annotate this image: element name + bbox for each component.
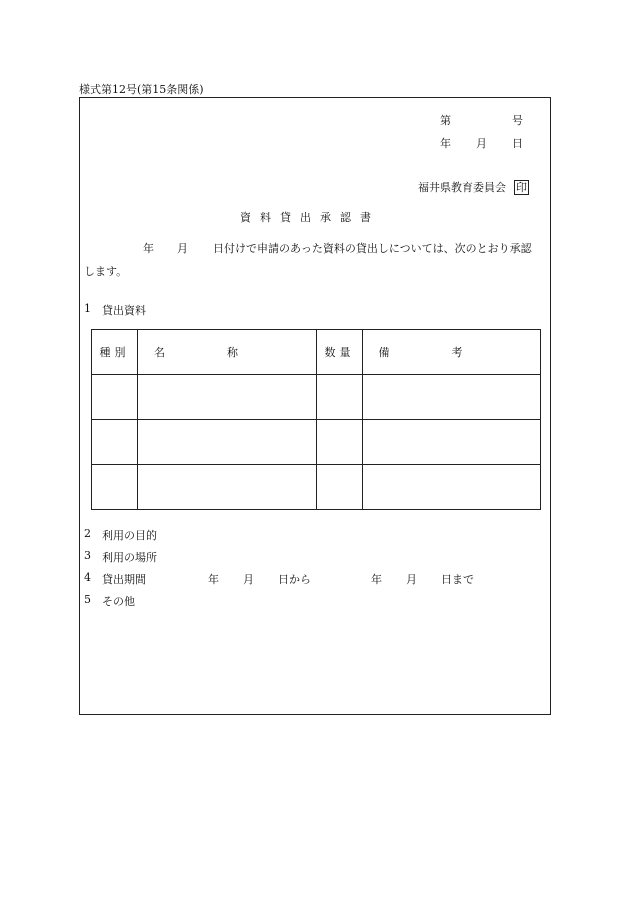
loan-materials-table [91, 329, 541, 510]
period-month-from: 月 [243, 573, 254, 586]
section1-label: 貸出資料 [102, 304, 146, 317]
number-suffix: 号 [512, 114, 523, 127]
form-number-label: 様式第12号(第15条関係) [79, 83, 204, 96]
body-line1: 日付けで申請のあった資料の貸出しについては、次のとおり承認 [213, 242, 532, 255]
seal-mark: 印 [516, 181, 527, 194]
date-day: 日 [512, 137, 523, 150]
cell-type [92, 465, 138, 510]
body-line2: します。 [84, 265, 128, 278]
body-month: 月 [177, 242, 188, 255]
header-name: 名称 [138, 330, 317, 375]
item5-number: 5 [84, 593, 91, 606]
cell-remarks [363, 465, 541, 510]
item2-label: 利用の目的 [102, 529, 157, 542]
item4-number: 4 [84, 571, 91, 584]
period-month-to: 月 [406, 573, 417, 586]
item4-label: 貸出期間 [102, 573, 146, 586]
table-header-row [92, 330, 541, 375]
cell-name [138, 465, 317, 510]
header-remarks: 備考 [363, 330, 541, 375]
table-row [92, 375, 541, 420]
item3-label: 利用の場所 [102, 551, 157, 564]
item3-number: 3 [84, 549, 91, 562]
number-prefix: 第 [440, 114, 451, 127]
header-quantity: 数量 [317, 330, 363, 375]
item5-label: その他 [102, 595, 135, 608]
table-row [92, 420, 541, 465]
cell-name [138, 375, 317, 420]
cell-name [138, 420, 317, 465]
period-day-from: 日から [278, 573, 311, 586]
cell-type [92, 420, 138, 465]
item2-number: 2 [84, 527, 91, 540]
body-year: 年 [143, 242, 154, 255]
document-title: 資料貸出承認書 [240, 211, 380, 224]
table-row [92, 465, 541, 510]
issuer [418, 179, 529, 195]
cell-quantity [317, 420, 363, 465]
cell-quantity [317, 375, 363, 420]
section1-number: 1 [84, 302, 91, 315]
period-year-to: 年 [371, 573, 382, 586]
period-day-to: 日まで [441, 573, 474, 586]
date-month: 月 [476, 137, 487, 150]
period-year-from: 年 [208, 573, 219, 586]
cell-quantity [317, 465, 363, 510]
cell-remarks [363, 375, 541, 420]
cell-remarks [363, 420, 541, 465]
date-year: 年 [440, 137, 451, 150]
header-type: 種別 [92, 330, 138, 375]
cell-type [92, 375, 138, 420]
issuer-name: 福井県教育委員会 [418, 181, 506, 194]
